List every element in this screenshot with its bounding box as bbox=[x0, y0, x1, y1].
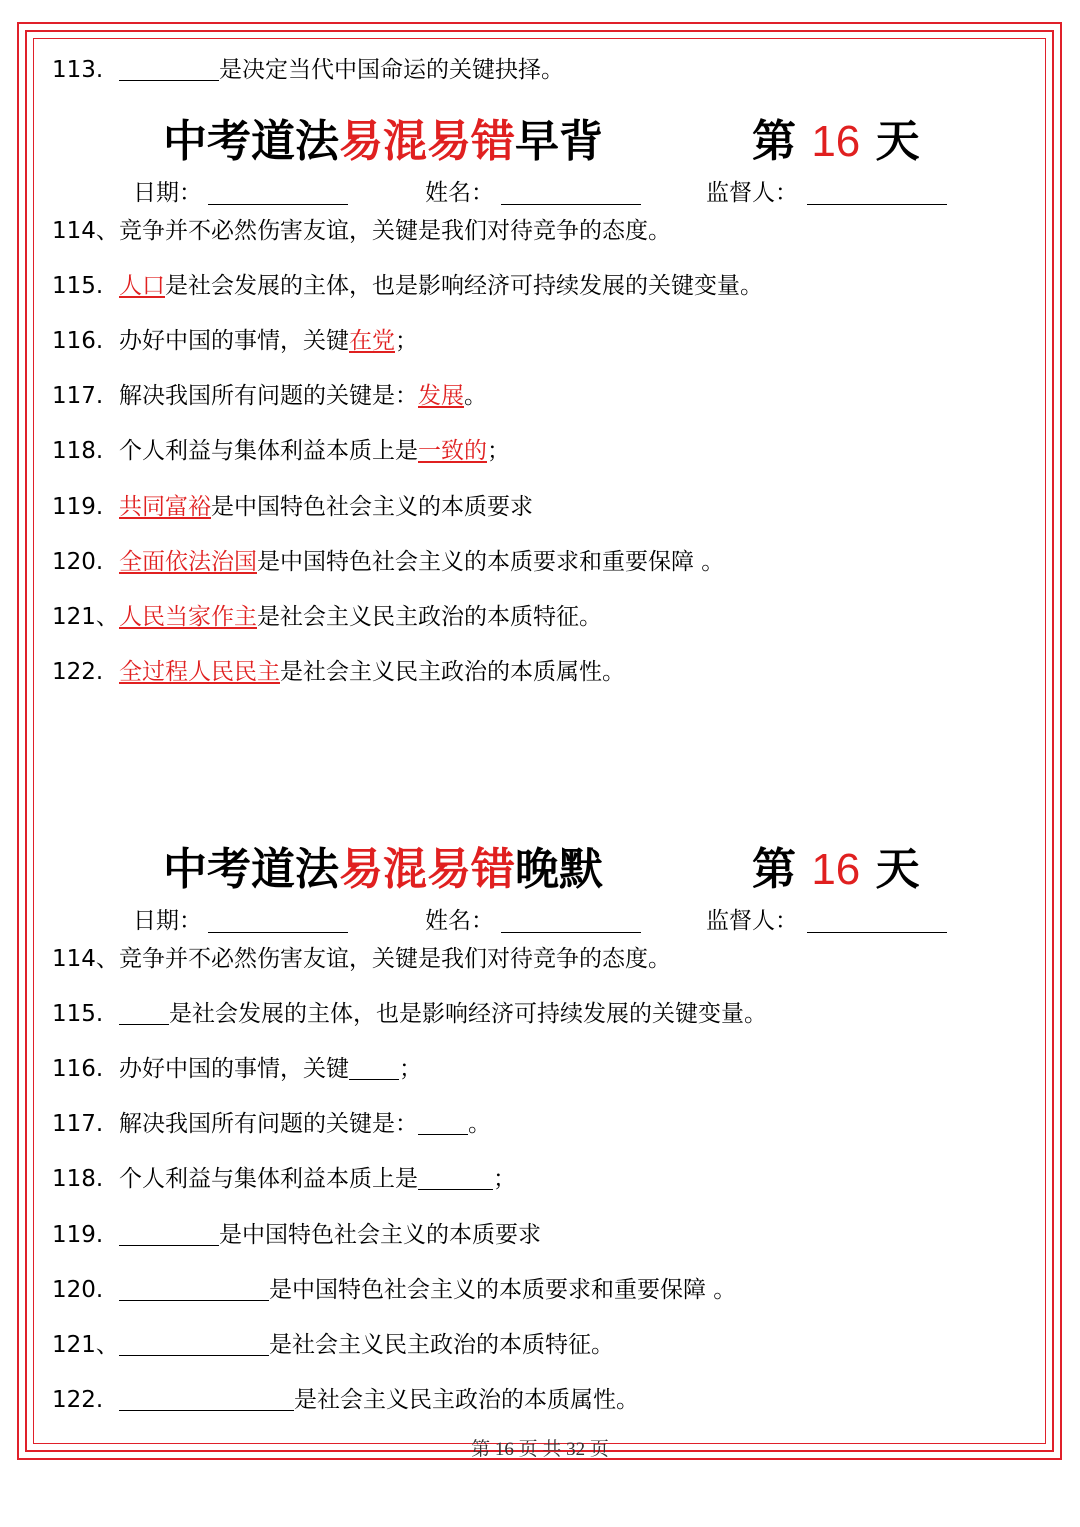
morning-item bbox=[52, 216, 1028, 246]
evening-meta: 日期： 姓名： 监督人： bbox=[0, 906, 1080, 936]
evening-day: 第 16 天 bbox=[752, 844, 920, 895]
item-number: 115. bbox=[52, 1001, 104, 1028]
fill-blank[interactable] bbox=[119, 1333, 269, 1356]
item-answer: 在党 bbox=[349, 328, 395, 355]
evening-item bbox=[52, 999, 1028, 1029]
item-text: ； bbox=[399, 1056, 422, 1083]
morning-meta: 日期： 姓名： 监督人： bbox=[0, 178, 1080, 208]
morning-item bbox=[52, 602, 1028, 632]
item-number: 119. bbox=[52, 1221, 104, 1248]
item-text: ； bbox=[395, 328, 418, 355]
item-number: 121、 bbox=[52, 603, 119, 630]
item-text: 是社会主义民主政治的本质属性。 bbox=[280, 658, 625, 685]
evening-item bbox=[52, 1054, 1028, 1084]
item-number: 114、 bbox=[52, 218, 119, 244]
morning-title: 中考道法易混易错早背 第 16 天 bbox=[0, 112, 1080, 172]
item-text: 个人利益与集体利益本质上是 bbox=[119, 438, 418, 465]
fill-blank[interactable] bbox=[119, 1002, 169, 1025]
evening-title: 中考道法易混易错晚默 第 16 天 bbox=[0, 840, 1080, 900]
item-text: 办好中国的事情，关键 bbox=[119, 1056, 349, 1083]
evening-item bbox=[52, 1220, 1028, 1250]
date-line bbox=[208, 204, 348, 205]
item-answer: 共同富裕 bbox=[119, 493, 211, 520]
item-answer: 一致的 bbox=[418, 438, 487, 465]
item-text: ； bbox=[487, 438, 510, 465]
evening-item bbox=[52, 1385, 1028, 1415]
page-footer: 第 16 页 共 32 页 bbox=[471, 1439, 609, 1460]
item-answer: 全过程人民民主 bbox=[119, 658, 280, 685]
item-number: 120. bbox=[52, 1276, 104, 1303]
name-line bbox=[501, 932, 641, 933]
item-text: 个人利益与集体利益本质上是 bbox=[119, 1166, 418, 1193]
morning-item bbox=[52, 492, 1028, 522]
item-number: 117. bbox=[52, 1111, 104, 1138]
morning-item bbox=[52, 381, 1028, 411]
item-text: 竞争并不必然伤害友谊，关键是我们对待竞争的态度。 bbox=[119, 218, 671, 244]
item-number: 116. bbox=[52, 1056, 104, 1083]
evening-item bbox=[52, 1164, 1028, 1194]
morning-item bbox=[52, 657, 1028, 687]
item-answer: 发展 bbox=[418, 383, 464, 410]
item-number: 116. bbox=[52, 328, 104, 355]
item-text: 是社会主义民主政治的本质特征。 bbox=[269, 1331, 614, 1358]
item-text: 竞争并不必然伤害友谊，关键是我们对待竞争的态度。 bbox=[119, 946, 671, 972]
fill-blank[interactable] bbox=[119, 1223, 219, 1246]
item-number: 120. bbox=[52, 548, 104, 575]
item-text: 是社会主义民主政治的本质特征。 bbox=[257, 603, 602, 630]
item-text: 解决我国所有问题的关键是： bbox=[119, 383, 418, 410]
evening-item bbox=[52, 944, 1028, 974]
item-text: 是社会发展的主体，也是影响经济可持续发展的关键变量。 bbox=[169, 1001, 767, 1028]
fill-blank[interactable] bbox=[418, 1167, 493, 1190]
item-text: 是社会主义民主政治的本质属性。 bbox=[294, 1386, 639, 1413]
item-number: 121、 bbox=[52, 1331, 119, 1358]
supervisor-line bbox=[807, 204, 947, 205]
item-text: 是中国特色社会主义的本质要求和重要保障 。 bbox=[257, 548, 725, 575]
fill-blank[interactable] bbox=[119, 1278, 269, 1301]
morning-item bbox=[52, 436, 1028, 466]
morning-day: 第 16 天 bbox=[752, 116, 920, 167]
fill-blank[interactable] bbox=[349, 1057, 399, 1080]
blank bbox=[119, 58, 219, 81]
item-number: 119. bbox=[52, 493, 104, 520]
item-text: 是中国特色社会主义的本质要求 bbox=[219, 1221, 541, 1248]
item-113: 113. 是决定当代中国命运的关键抉择。 bbox=[52, 57, 564, 83]
supervisor-line bbox=[807, 932, 947, 933]
item-text: 。 bbox=[468, 1111, 491, 1138]
name-line bbox=[501, 204, 641, 205]
item-text: ； bbox=[493, 1166, 516, 1193]
evening-item bbox=[52, 1109, 1028, 1139]
item-text: 解决我国所有问题的关键是： bbox=[119, 1111, 418, 1138]
evening-item bbox=[52, 1275, 1028, 1305]
item-text: 。 bbox=[464, 383, 487, 410]
evening-item bbox=[52, 1330, 1028, 1360]
item-text: 办好中国的事情，关键 bbox=[119, 328, 349, 355]
item-number: 114、 bbox=[52, 946, 119, 972]
item-answer: 全面依法治国 bbox=[119, 548, 257, 575]
item-number: 122. bbox=[52, 1386, 104, 1413]
item-number: 118. bbox=[52, 1166, 104, 1193]
morning-item bbox=[52, 326, 1028, 356]
item-number: 122. bbox=[52, 658, 104, 685]
morning-item bbox=[52, 271, 1028, 301]
item-number: 118. bbox=[52, 438, 104, 465]
item-answer: 人口 bbox=[119, 273, 165, 300]
item-text: 是社会发展的主体，也是影响经济可持续发展的关键变量。 bbox=[165, 273, 763, 300]
fill-blank[interactable] bbox=[418, 1112, 468, 1135]
morning-item bbox=[52, 547, 1028, 577]
fill-blank[interactable] bbox=[119, 1388, 294, 1411]
item-text: 是中国特色社会主义的本质要求 bbox=[211, 493, 533, 520]
item-number: 115. bbox=[52, 273, 104, 300]
item-answer: 人民当家作主 bbox=[119, 603, 257, 630]
item-number: 117. bbox=[52, 383, 104, 410]
date-line bbox=[208, 932, 348, 933]
item-text: 是中国特色社会主义的本质要求和重要保障 。 bbox=[269, 1276, 737, 1303]
